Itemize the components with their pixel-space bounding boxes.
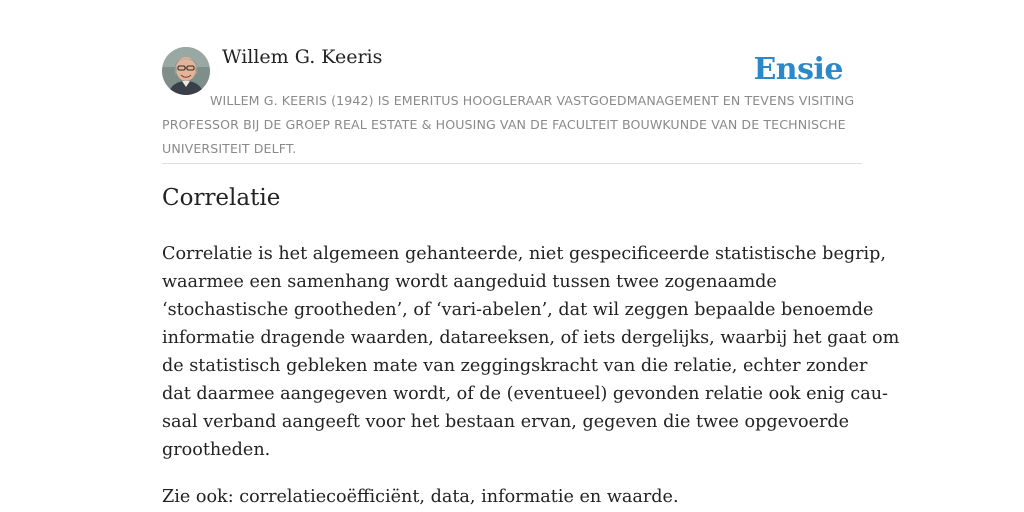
body-line: informatie dragende waarden, datareeksen, of iets dergelijks, waarbij het gaat om xyxy=(162,328,900,348)
author-portrait-icon[interactable] xyxy=(162,47,210,95)
body-line: dat daarmee aangegeven wordt, of de (eventueel) gevonden relatie ook enig cau- xyxy=(162,384,888,404)
body-line: ‘stochastische grootheden’, of ‘vari-abelen’, dat wil zeggen bepaalde benoemde xyxy=(162,300,874,320)
article-title: Correlatie xyxy=(162,185,281,211)
brand-logo[interactable]: Ensie xyxy=(753,52,843,87)
see-also xyxy=(162,483,862,511)
body-line: de statistisch gebleken mate van zeggingskracht van die relatie, echter zonder xyxy=(162,356,868,376)
see-also-end: . xyxy=(672,487,679,507)
see-also-link[interactable]: waarde xyxy=(606,487,673,507)
see-also-prefix: Zie ook: xyxy=(162,487,240,507)
see-also-separator: , xyxy=(419,487,431,507)
body-line: grootheden. xyxy=(162,440,271,460)
body-line: saal verband aangeeft voor het bestaan ervan, gegeven die twee opgevoerde xyxy=(162,412,850,432)
see-also-link[interactable]: data xyxy=(430,487,470,507)
body-line: Correlatie is het algemeen gehanteerde, niet gespecificeerde statistische begrip, xyxy=(162,244,887,264)
see-also-link[interactable]: informatie xyxy=(481,487,574,507)
see-also-separator: , xyxy=(469,487,482,507)
body-line: waarmee een samenhang wordt aangeduid tussen twee zogenaamde xyxy=(162,272,777,292)
author-bio: WILLEM G. KEERIS (1942) IS EMERITUS HOOGLERAAR VASTGOEDMANAGEMENT EN TEVENS VISITING PROFESSOR BIJ DE GROEP REAL ESTATE & HOUSING VAN DE FACULTEIT BOUWKUNDE VAN DE TECHNISCHE UNIVERSITEIT DELFT. xyxy=(162,93,855,156)
see-also-and: en xyxy=(573,487,607,507)
page-container xyxy=(162,0,900,512)
article-body xyxy=(162,240,900,464)
author-name[interactable]: Willem G. Keeris xyxy=(222,46,383,68)
author-header xyxy=(162,0,862,164)
see-also-link[interactable]: correlatiecoëfficiënt xyxy=(239,487,420,507)
